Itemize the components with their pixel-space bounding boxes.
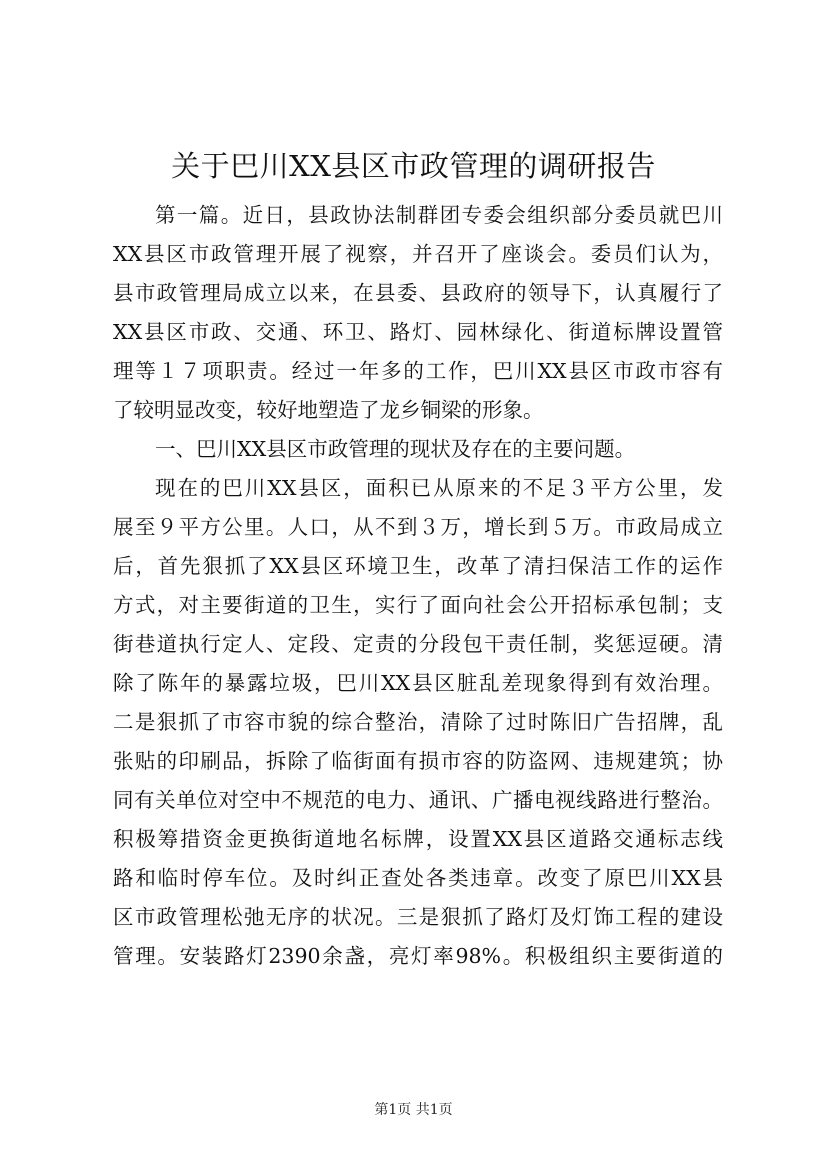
paragraph-line: 现在的巴川XX县区，面积已从原来的不足３平方公里，发 (155, 476, 723, 500)
paragraph-line: 同有关单位对空中不规范的电力、通讯、广播电视线路进行整治。 (113, 788, 723, 812)
document-body (113, 196, 723, 976)
paragraph-line: 展至９平方公里。人口，从不到３万，增长到５万。市政局成立 (113, 515, 723, 539)
paragraph-line: 二是狠抓了市容市貌的综合整治，清除了过时陈旧广告招牌，乱 (113, 710, 723, 734)
paragraph-line: 除了陈年的暴露垃圾，巴川XX县区脏乱差现象得到有效治理。 (113, 671, 723, 695)
section-heading: 一、巴川XX县区市政管理的现状及存在的主要问题。 (155, 437, 636, 461)
paragraph-line: XX县区市政管理开展了视察，并召开了座谈会。委员们认为， (113, 242, 723, 266)
paragraph-line: 后，首先狠抓了XX县区环境卫生，改革了清扫保洁工作的运作 (113, 554, 723, 578)
paragraph-line: XX县区市政、交通、环卫、路灯、园林绿化、街道标牌设置管 (113, 320, 723, 344)
paragraph-line: 路和临时停车位。及时纠正查处各类违章。改变了原巴川XX县 (113, 866, 723, 890)
paragraph-line: 街巷道执行定人、定段、定责的分段包干责任制，奖惩逗硬。清 (113, 632, 723, 656)
paragraph-line: 了较明显改变，较好地塑造了龙乡铜梁的形象。 (113, 398, 544, 422)
paragraph-line: 第一篇。近日，县政协法制群团专委会组织部分委员就巴川 (155, 203, 723, 227)
paragraph-line: 区市政管理松弛无序的状况。三是狠抓了路灯及灯饰工程的建设 (113, 905, 723, 929)
document-title: 关于巴川XX县区市政管理的调研报告 (171, 149, 656, 183)
paragraph-line: 理等１７项职责。经过一年多的工作，巴川XX县区市政市容有 (113, 359, 723, 383)
paragraph-line: 管理。安装路灯2390余盏，亮灯率98%。积极组织主要街道的 (113, 944, 723, 968)
paragraph-line: 积极筹措资金更换街道地名标牌，设置XX县区道路交通标志线 (113, 827, 723, 851)
paragraph-line: 方式，对主要街道的卫生，实行了面向社会公开招标承包制；支 (113, 593, 723, 617)
paragraph-line: 张贴的印刷品，拆除了临街面有损市容的防盗网、违规建筑；协 (113, 749, 723, 773)
page-number-footer: 第1页 共1页 (374, 1102, 453, 1118)
paragraph-line: 县市政管理局成立以来，在县委、县政府的领导下，认真履行了 (113, 281, 723, 305)
